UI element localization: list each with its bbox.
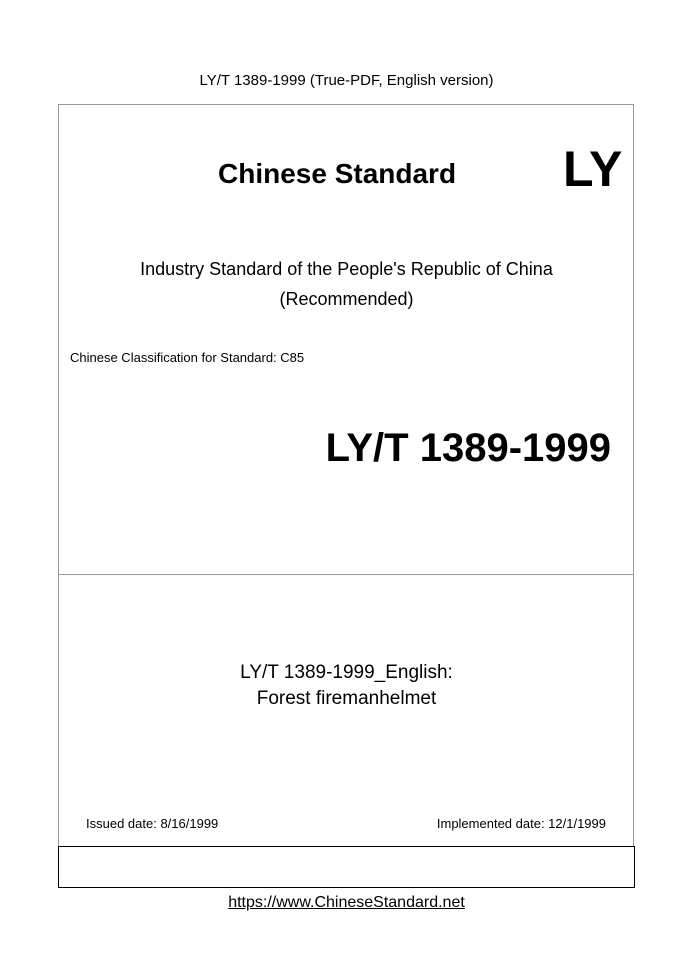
- page-header: LY/T 1389-1999 (True-PDF, English version): [199, 72, 494, 89]
- cover-bottom-frame: [58, 846, 635, 888]
- classification-text: Chinese Classification for Standard: C85: [70, 350, 305, 365]
- document-title-line2: Forest firemanhelmet: [256, 688, 437, 709]
- cover-title: Chinese Standard: [218, 158, 457, 189]
- website-link[interactable]: https://www.ChineseStandard.net: [228, 894, 465, 911]
- standard-number: LY/T 1389-1999: [325, 426, 611, 470]
- standard-code-mark: LY: [563, 141, 623, 197]
- issuing-body-line2: (Recommended): [279, 289, 414, 309]
- document-title-line1: LY/T 1389-1999_English:: [240, 662, 453, 683]
- issued-date: Issued date: 8/16/1999: [86, 816, 219, 831]
- issuing-body-line1: Industry Standard of the People's Republic of China: [140, 259, 553, 279]
- implemented-date: Implemented date: 12/1/1999: [436, 816, 606, 831]
